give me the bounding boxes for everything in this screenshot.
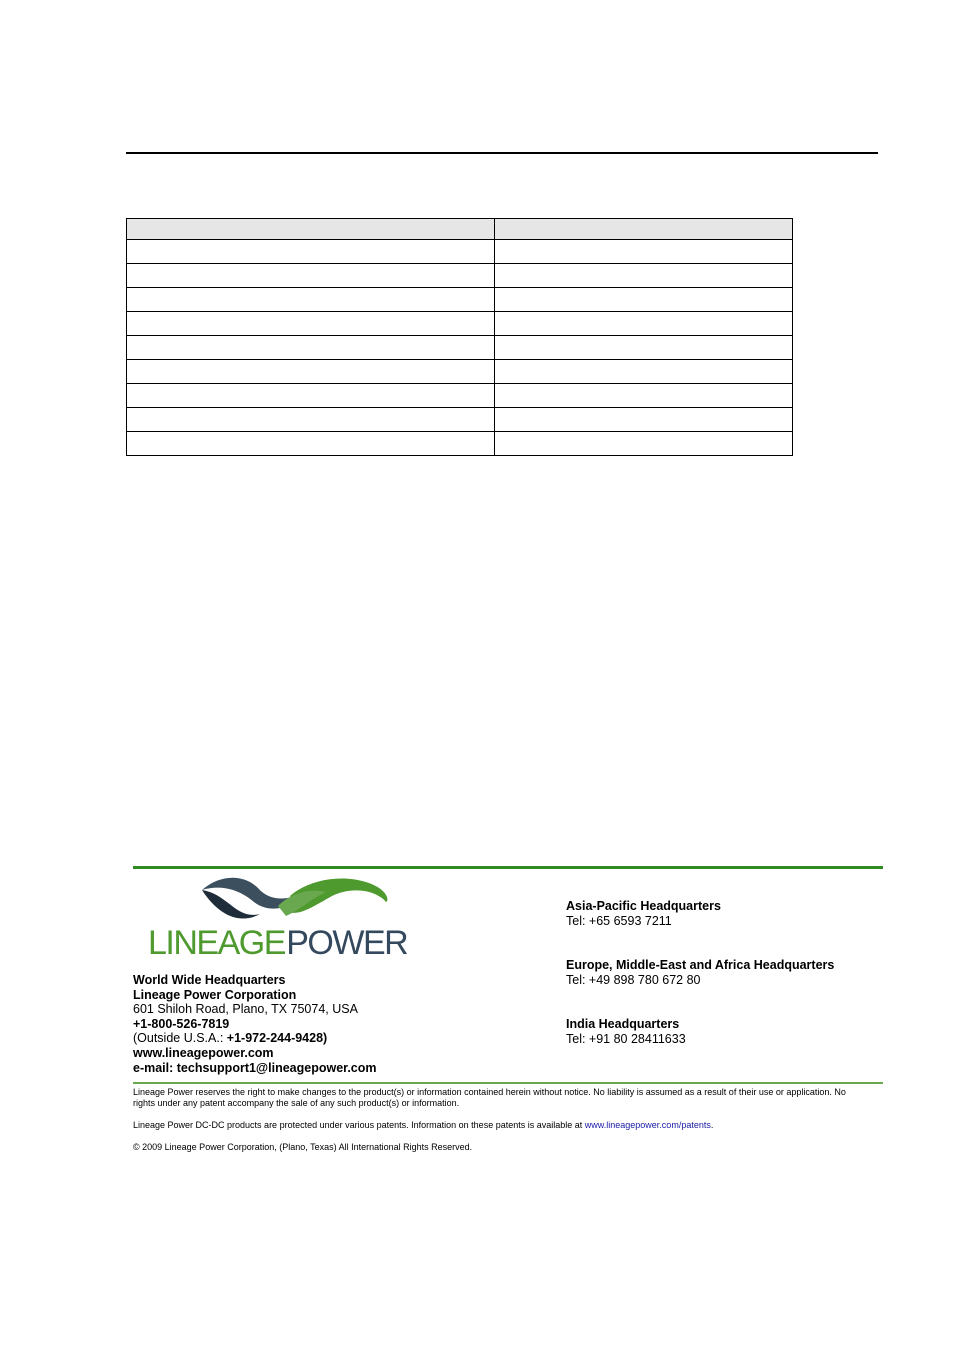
- legal-disclaimer: Lineage Power reserves the right to make changes to the product(s) or information contained herein without notice. No liability is assumed as a result of their use or application. No rights under any patent accompany the sale of any such product(s) or information.: [133, 1087, 846, 1108]
- patents-text: Lineage Power DC-DC products are protected under various patents. Information on these patents is available at: [133, 1120, 585, 1130]
- company-phone: +1-800-526-7819: [133, 1016, 230, 1031]
- region-tel: Tel: +65 6593 7211: [566, 913, 672, 928]
- table-cell: [495, 360, 793, 384]
- outside-usa-line: [133, 1031, 377, 1046]
- table-row: [127, 288, 793, 312]
- logo-word-lineage: LINEAGE: [148, 924, 285, 962]
- company-address: 601 Shiloh Road, Plano, TX 75074, USA: [133, 1002, 358, 1017]
- table-cell: [127, 240, 495, 264]
- table-row: [127, 408, 793, 432]
- table-cell: [495, 408, 793, 432]
- logo-wordmark: [148, 926, 407, 960]
- table-cell: [127, 312, 495, 336]
- table-row: [127, 336, 793, 360]
- region-emea: [566, 958, 834, 987]
- worldwide-hq-block: [133, 973, 377, 1075]
- table-cell: [495, 240, 793, 264]
- table-row: [127, 432, 793, 456]
- ordering-info-table: [126, 218, 793, 456]
- logo-word-power: POWER: [286, 924, 408, 962]
- patents-link[interactable]: www.lineagepower.com/patents: [584, 1120, 711, 1130]
- table-header-cell: [127, 219, 495, 240]
- wave-logo-icon: [140, 872, 400, 928]
- header-rule: [126, 152, 878, 154]
- table-header-cell: [495, 219, 793, 240]
- region-name: Europe, Middle-East and Africa Headquarters: [566, 958, 835, 972]
- table-cell: [127, 432, 495, 456]
- table-cell: [495, 312, 793, 336]
- table-header-row: [127, 219, 793, 240]
- region-name: Asia-Pacific Headquarters: [566, 899, 721, 913]
- lineage-power-logo: [140, 872, 430, 964]
- website-link[interactable]: www.lineagepower.com: [133, 1045, 274, 1060]
- email-link[interactable]: e-mail: techsupport1@lineagepower.com: [133, 1060, 377, 1075]
- legal-copyright: © 2009 Lineage Power Corporation, (Plano, Texas) All International Rights Reserved.: [133, 1142, 473, 1152]
- footer-bottom-rule: [133, 1082, 883, 1084]
- table-row: [127, 360, 793, 384]
- table-cell: [127, 264, 495, 288]
- table-row: [127, 264, 793, 288]
- worldwide-hq-title: World Wide Headquarters: [133, 973, 286, 987]
- region-name: India Headquarters: [566, 1017, 680, 1031]
- patents-end: .: [710, 1120, 714, 1130]
- table-row: [127, 384, 793, 408]
- outside-usa-suffix: ): [323, 1031, 328, 1046]
- table-cell: [127, 336, 495, 360]
- table-cell: [127, 288, 495, 312]
- table-cell: [495, 432, 793, 456]
- table-cell: [127, 384, 495, 408]
- region-tel: Tel: +91 80 28411633: [566, 1031, 686, 1046]
- footer-top-rule: [133, 866, 883, 869]
- company-name: Lineage Power Corporation: [133, 987, 297, 1002]
- region-india: [566, 1017, 686, 1046]
- table-cell: [495, 264, 793, 288]
- region-asia-pacific: [566, 899, 721, 928]
- outside-usa-prefix: (Outside U.S.A.:: [133, 1031, 227, 1046]
- table-cell: [495, 336, 793, 360]
- table-row: [127, 240, 793, 264]
- table-row: [127, 312, 793, 336]
- region-tel: Tel: +49 898 780 672 80: [566, 972, 701, 987]
- table-cell: [495, 384, 793, 408]
- table-cell: [495, 288, 793, 312]
- outside-usa-phone: +1-972-244-9428: [226, 1031, 324, 1046]
- table-cell: [127, 408, 495, 432]
- legal-patents: [133, 1120, 853, 1131]
- table-cell: [127, 360, 495, 384]
